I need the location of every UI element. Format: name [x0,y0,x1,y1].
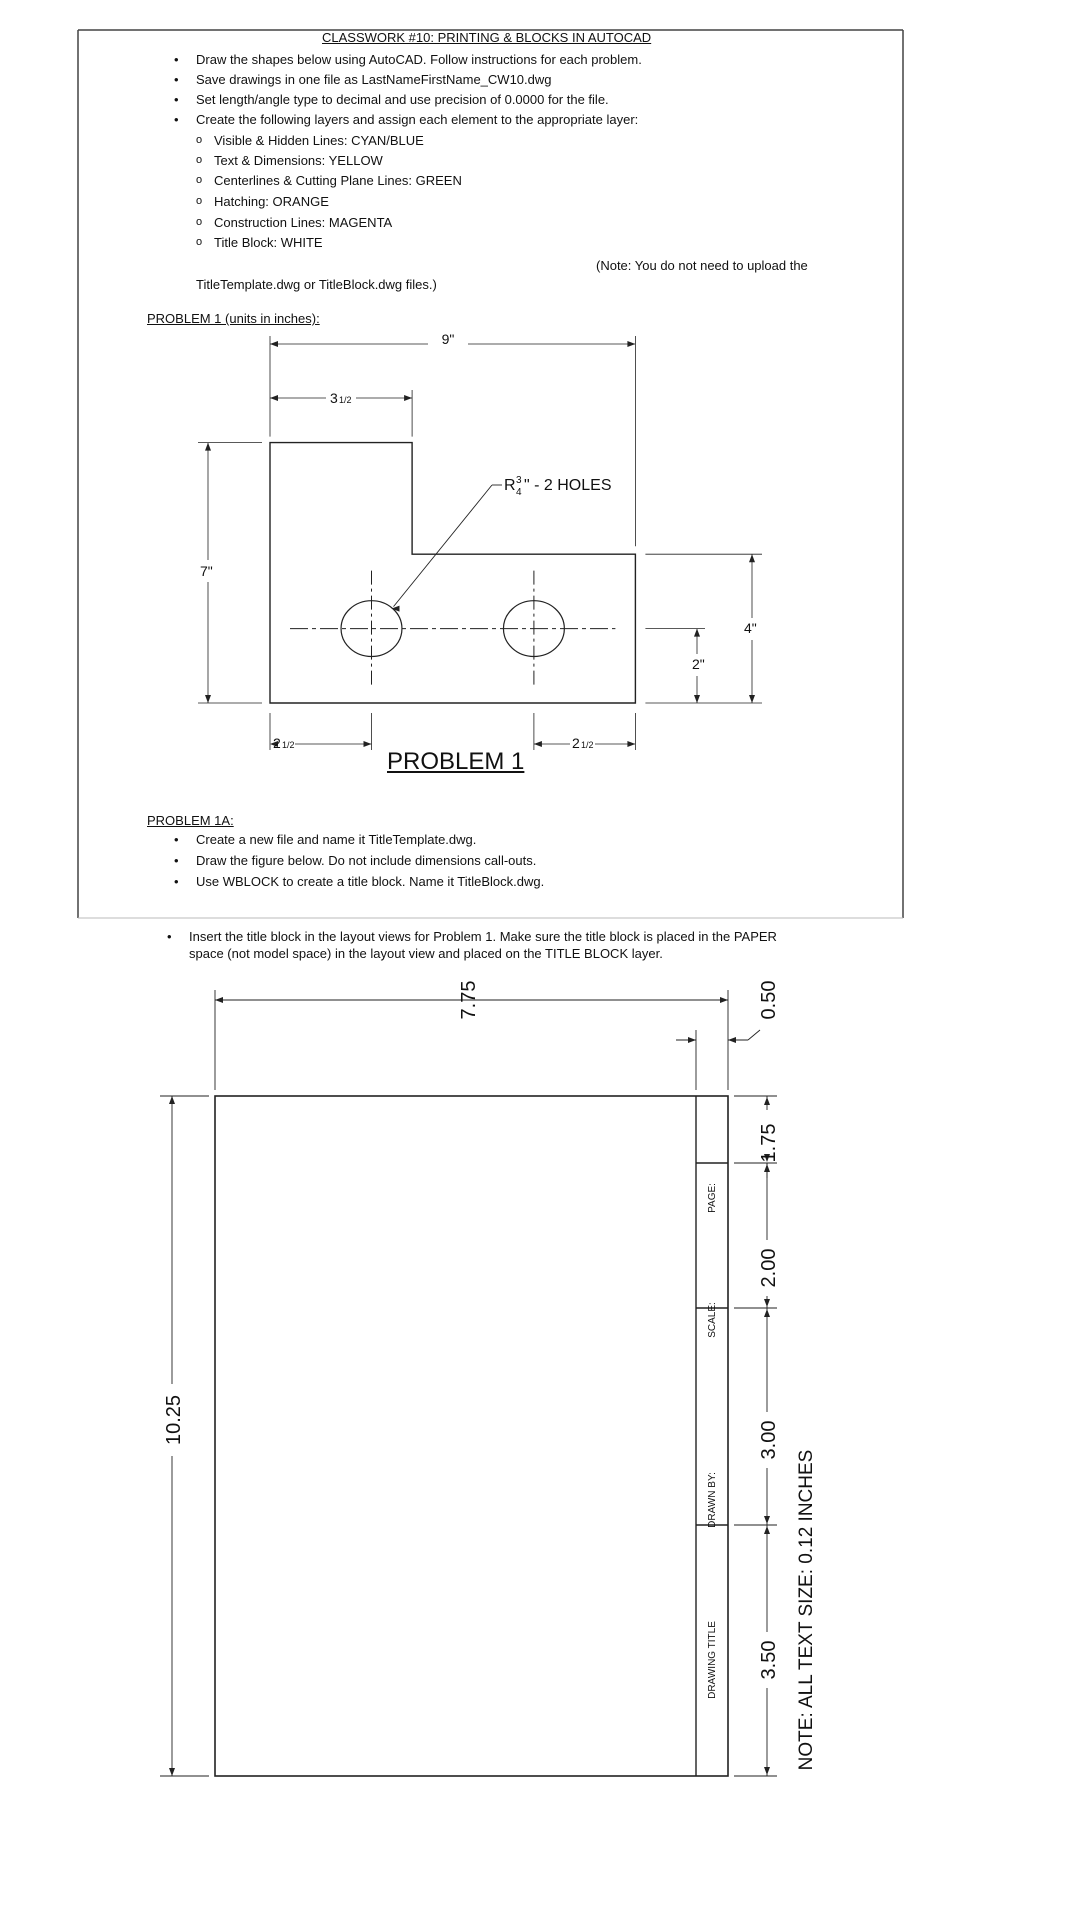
instruction-bullet-2: • Save drawings in one file as LastNameFirstName_CW10.dwg [196,72,552,87]
title-block-drawing [160,990,777,1776]
arrow-right-hole-right [627,741,635,747]
arrow-4in-top [749,554,755,562]
layer-item-hatching: o Hatching: ORANGE [214,194,329,209]
tb-dim-seg-1: 1.75 [758,1123,780,1163]
dim-right-hole [572,735,594,751]
tb-dim-width: 7.75 [458,980,480,1020]
arrow-height-bottom [205,695,211,703]
instruction-bullet-3: • Set length/angle type to decimal and use precision of 0.0000 for the file. [196,92,609,107]
problem1a-heading: PROBLEM 1A: [147,813,234,828]
dim-left-hole-frac: 1/2 [282,740,295,750]
problem1-heading: PROBLEM 1 (units in inches): [147,311,320,326]
tb-arrow-width-left [215,997,223,1003]
tb-arrow-offset-left [688,1037,696,1043]
dim-radius-num: 3 [516,475,522,486]
arrow-step-left [270,395,278,401]
arrow-width-left [270,341,278,347]
tb-note: NOTE: ALL TEXT SIZE: 0.12 INCHES [796,1449,817,1771]
tb-field-drawing-title: DRAWING TITLE [707,1621,718,1699]
tb-arrow-down-2 [764,1299,770,1307]
radius-leader [394,485,493,607]
problem1a-bullet-1: • Create a new file and name it TitleTemplate.dwg. [196,832,476,847]
dim-hole-center: 2" [692,656,705,672]
tb-field-drawn-by: DRAWN BY: [707,1472,718,1528]
tb-dim-offset: 0.50 [758,980,780,1020]
dim-height-total: 7" [200,563,213,579]
layer-item-centerlines: o Centerlines & Cutting Plane Lines: GREEN [214,173,462,188]
upload-note-part2: TitleTemplate.dwg or TitleBlock.dwg files.) [196,277,437,292]
dim-right-hole-frac: 1/2 [581,740,594,750]
tb-arrow-up-4 [764,1526,770,1534]
problem1a-bullet-3: • Use WBLOCK to create a title block. Name it TitleBlock.dwg. [196,874,544,889]
tb-field-scale: SCALE: [707,1302,718,1338]
tb-arrow-height-top [169,1096,175,1104]
arrow-2in-bottom [694,695,700,703]
instruction-bullet-1: • Draw the shapes below using AutoCAD. Follow instructions for each problem. [196,52,642,67]
arrow-height-top [205,443,211,451]
tb-arrow-up-1 [764,1097,770,1105]
dim-top-width [330,390,352,406]
tb-arrow-up-2 [764,1164,770,1172]
problem1-drawing [198,336,762,750]
insert-instruction-line2: space (not model space) in the layout view and placed on the TITLE BLOCK layer. [189,946,663,961]
instruction-bullet-4: • Create the following layers and assign each element to the appropriate layer: [196,112,638,127]
tb-arrow-offset-right [728,1037,736,1043]
tb-dim-seg-3: 3.00 [758,1420,780,1460]
tb-arrow-height-bottom [169,1768,175,1776]
dim-top-width-frac: 1/2 [339,395,352,405]
dim-radius-suffix: " - 2 HOLES [524,477,612,494]
tb-arrow-width-right [720,997,728,1003]
page-title: CLASSWORK #10: PRINTING & BLOCKS IN AUTOCAD [322,30,652,45]
upload-note-part1: (Note: You do not need to upload the [596,258,808,273]
arrow-4in-bottom [749,695,755,703]
tb-dim-height: 10.25 [163,1394,185,1446]
dim-top-width-whole: 3 [330,390,338,406]
dim-radius-den: 4 [516,487,522,498]
arrow-left-hole-right [364,741,372,747]
title-block-border [215,1096,728,1776]
dim-radius-prefix: R [504,477,516,494]
insert-instruction-line1: • Insert the title block in the layout views for Problem 1. Make sure the title block is placed in the PAPER [189,929,777,944]
dim-height-right: 4" [744,620,757,636]
arrow-step-right [404,395,412,401]
arrow-width-right [627,341,635,347]
arrow-right-hole-left [534,741,542,747]
layer-item-construction: o Construction Lines: MAGENTA [214,215,392,230]
dim-overall-width: 9" [441,331,455,347]
dim-left-hole-whole: 2 [273,735,281,751]
tb-field-page: PAGE: [707,1183,718,1213]
dim-left-hole [273,735,295,751]
dim-right-hole-whole: 2 [572,735,580,751]
tb-arrow-down-4 [764,1767,770,1775]
tb-offset-leader [748,1030,760,1040]
dim-radius-callout [504,475,611,498]
layer-item-visible: o Visible & Hidden Lines: CYAN/BLUE [214,133,424,148]
tb-arrow-up-3 [764,1309,770,1317]
tb-dim-seg-4: 3.50 [758,1640,780,1680]
problem1a-bullet-2: • Draw the figure below. Do not include dimensions call-outs. [196,853,536,868]
problem1-caption: PROBLEM 1 [387,748,525,775]
layer-item-title-block: o Title Block: WHITE [214,235,323,250]
tb-dim-seg-2: 2.00 [758,1248,780,1288]
tb-arrow-down-3 [764,1516,770,1524]
layer-item-text: o Text & Dimensions: YELLOW [214,153,383,168]
arrow-2in-top [694,629,700,637]
